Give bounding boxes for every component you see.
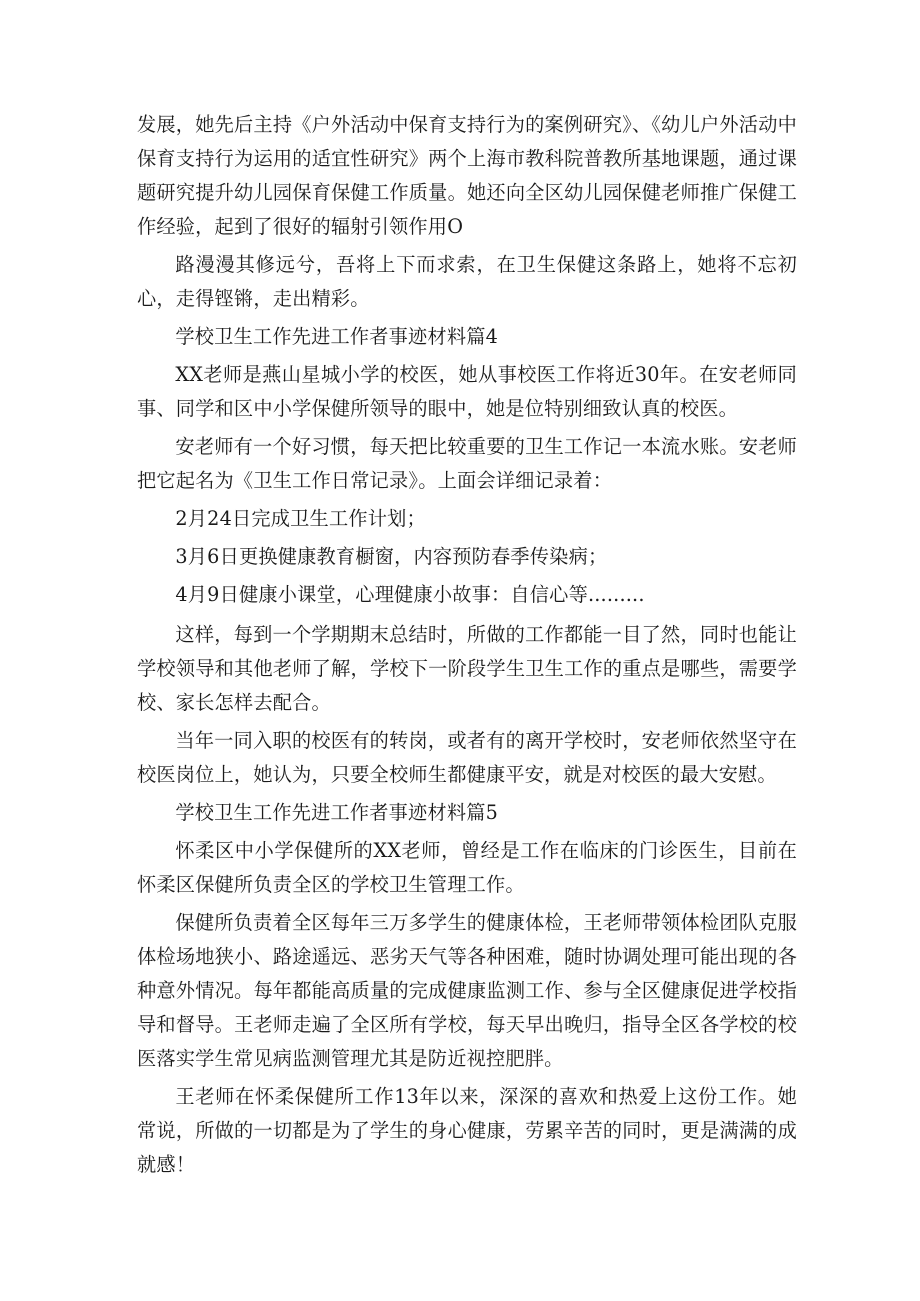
- paragraph: 王老师在怀柔保健所工作13年以来，深深的喜欢和热爱上这份工作。她常说，所做的一切都是为了学生的身心健康，劳累辛苦的同时，更是满满的成就感！: [137, 1085, 797, 1176]
- paragraph: XX老师是燕山星城小学的校医，她从事校医工作将近30年。在安老师同事、同学和区中小学保健所领导的眼中，她是位特别细致认真的校医。: [137, 363, 797, 420]
- paragraph: 保健所负责着全区每年三万多学生的健康体检，王老师带领体检团队克服体检场地狭小、路途遥远、恶劣天气等各种困难，随时协调处理可能出现的各种意外情况。每年都能高质量的完成健康监测工作、参与全区健康促进学校指导和督导。王老师走遍了全区所有学校，每天早出晚归，指导全区各学校的校医落实学生常见病监测管理尤其是防近视控肥胖。: [137, 911, 797, 1070]
- section-heading: 学校卫生工作先进工作者事迹材料篇4: [175, 325, 498, 348]
- paragraph: 安老师有一个好习惯，每天把比较重要的卫生工作记一本流水账。安老师把它起名为《卫生工作日常记录》。上面会详细记录着：: [137, 435, 797, 492]
- document-body: [137, 108, 797, 1182]
- list-item: 2月24日完成卫生工作计划；: [175, 507, 426, 530]
- paragraph: 发展，她先后主持《户外活动中保育支持行为的案例研究》、《幼儿户外活动中保育支持行为运用的适宜性研究》两个上海市教科院普教所基地课题，通过课题研究提升幼儿园保育保健工作质量。她还向全区幼儿园保健老师推广保健工作经验，起到了很好的辐射引领作用O: [137, 113, 797, 238]
- paragraph: 这样，每到一个学期期末总结时，所做的工作都能一目了然，同时也能让学校领导和其他老师了解，学校下一阶段学生卫生工作的重点是哪些，需要学校、家长怎样去配合。: [137, 623, 797, 714]
- paragraph: 怀柔区中小学保健所的XX老师，曾经是工作在临床的门诊医生，目前在怀柔区保健所负责全区的学校卫生管理工作。: [137, 839, 797, 896]
- paragraph: 路漫漫其修远兮，吾将上下而求索，在卫生保健这条路上，她将不忘初心，走得铿锵，走出精彩。: [137, 253, 797, 310]
- section-heading: 学校卫生工作先进工作者事迹材料篇5: [175, 801, 498, 824]
- list-item: 3月6日更换健康教育橱窗，内容预防春季传染病；: [175, 545, 608, 568]
- list-item: 4月9日健康小课堂，心理健康小故事：自信心等.........: [175, 583, 645, 606]
- paragraph: 当年一同入职的校医有的转岗，或者有的离开学校时，安老师依然坚守在校医岗位上，她认为，只要全校师生都健康平安，就是对校医的最大安慰。: [137, 729, 797, 786]
